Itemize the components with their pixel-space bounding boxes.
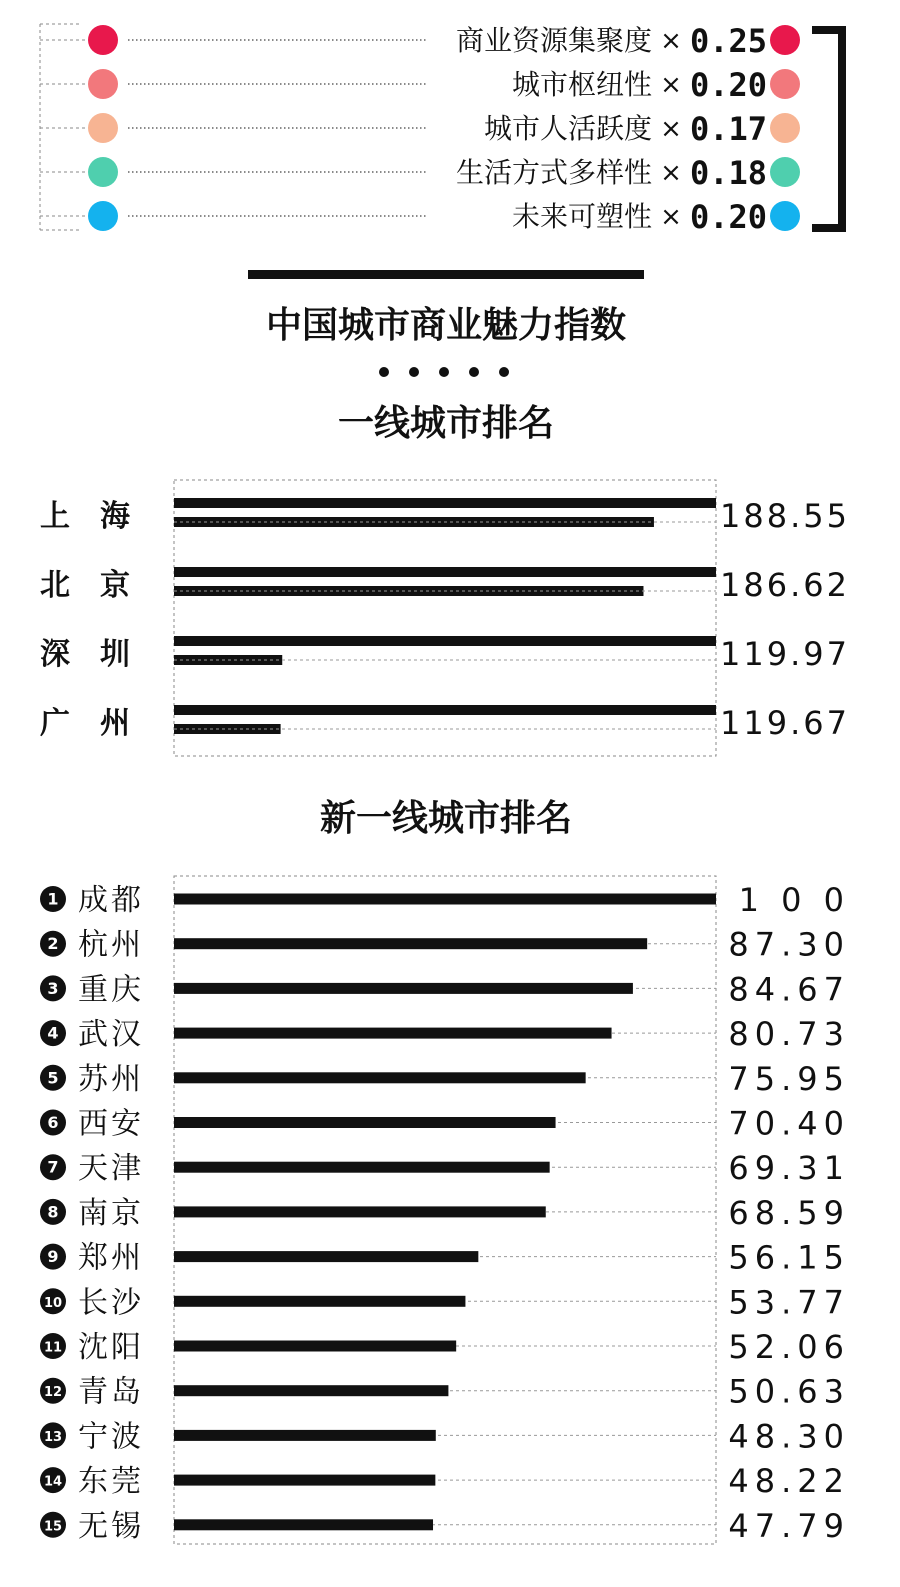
newtier1-city-label: 东莞 (78, 1464, 144, 1500)
newtier1-bar (174, 1519, 433, 1530)
legend-dot (88, 25, 118, 55)
legend-dot-right (770, 157, 800, 187)
legend-label: 未来可塑性 (511, 200, 652, 233)
legend-weight: 0.20 (690, 198, 768, 236)
newtier1-city-label: 郑州 (78, 1240, 144, 1276)
newtier1-value-label: 53.77 (728, 1283, 850, 1322)
rank-number: 14 (43, 1474, 63, 1490)
newtier1-value-label: 75.95 (728, 1059, 850, 1098)
newtier1-value-label: 70.40 (728, 1104, 850, 1143)
newtier1-value-label: 50.63 (728, 1372, 850, 1411)
legend-dot (88, 201, 118, 231)
tier1-bar (174, 498, 716, 508)
legend-label: 城市人活跃度 (483, 112, 652, 145)
legend-dot (88, 157, 118, 187)
newtier1-bar (174, 1028, 612, 1039)
newtier1-bar (174, 1385, 448, 1396)
tier1-bar (174, 705, 716, 715)
rank-number: 4 (47, 1023, 59, 1043)
legend-right-bracket (812, 30, 842, 228)
weight-legend (40, 22, 842, 236)
legend-weight: 0.25 (690, 22, 768, 60)
rank-number: 11 (43, 1340, 63, 1356)
newtier1-city-label: 杭州 (78, 927, 144, 963)
newtier1-value-label: 84.67 (728, 970, 850, 1009)
rank-number: 6 (47, 1113, 59, 1132)
newtier1-bar (174, 983, 633, 994)
newtier1-value-label: 48.30 (728, 1417, 850, 1456)
newtier1-bar (174, 1475, 435, 1486)
legend-dot (88, 69, 118, 99)
newtier1-bar (174, 1072, 586, 1083)
legend-dot (88, 113, 118, 143)
newtier1-bar (174, 938, 647, 949)
legend-label: 城市枢纽性 (511, 68, 652, 101)
rank-number: 3 (47, 978, 59, 998)
legend-weight: 0.18 (690, 154, 768, 192)
newtier1-bar (174, 1251, 478, 1262)
newtier1-city-label: 成都 (78, 883, 144, 918)
newtier1-value-label: 1 0 0 (738, 881, 850, 919)
tier1-value-label: 119.97 (720, 635, 850, 673)
legend-dot-right (770, 25, 800, 55)
tier1-city-label: 上 海 (40, 499, 130, 534)
rank-number: 8 (47, 1202, 59, 1222)
newtier1-bar (174, 1206, 546, 1217)
tier1-value-label: 119.67 (720, 704, 850, 742)
times-sign: × (660, 202, 682, 232)
tier1-bar (174, 636, 716, 646)
tier1-bar-overflow (174, 517, 654, 527)
times-sign: × (660, 26, 682, 56)
legend-left-bracket (40, 24, 80, 230)
rank-number: 7 (47, 1157, 59, 1177)
title-dots (379, 367, 509, 377)
newtier1-city-label: 武汉 (78, 1017, 144, 1053)
rank-number: 10 (43, 1295, 63, 1311)
tier1-value-label: 188.55 (720, 497, 850, 535)
newtier1-city-label: 沈阳 (78, 1330, 144, 1365)
newtier1-city-label: 天津 (78, 1151, 144, 1187)
legend-weight: 0.20 (690, 66, 768, 104)
tier1-bar (174, 567, 716, 577)
newtier1-bar (174, 1117, 556, 1128)
times-sign: × (660, 158, 682, 188)
tier1-title: 一线城市排名 (337, 403, 555, 444)
title-rule (248, 270, 644, 279)
newtier1-city-label: 长沙 (78, 1285, 144, 1321)
newtier1-bar (174, 1430, 436, 1441)
newtier1-value-label: 87.30 (728, 925, 850, 964)
newtier1-city-label: 西安 (78, 1106, 144, 1142)
newtier1-value-label: 56.15 (728, 1238, 850, 1277)
legend-label: 生活方式多样性 (455, 156, 652, 189)
newtier1-value-label: 48.22 (728, 1462, 850, 1501)
rank-number: 2 (47, 934, 59, 954)
times-sign: × (660, 70, 682, 100)
rank-number: 5 (47, 1068, 59, 1088)
newtier1-city-label: 苏州 (78, 1061, 144, 1097)
newtier1-value-label: 69.31 (728, 1149, 850, 1188)
newtier1-bar (174, 894, 716, 905)
newtier1-city-label: 南京 (78, 1195, 144, 1231)
newtier1-city-label: 青岛 (78, 1374, 144, 1410)
times-sign: × (660, 114, 682, 144)
newtier1-chart (40, 881, 850, 1545)
rank-number: 9 (47, 1247, 59, 1267)
newtier1-city-label: 宁波 (78, 1419, 144, 1455)
tier1-value-label: 186.62 (720, 566, 850, 604)
newtier1-bar (174, 1341, 456, 1352)
newtier1-title: 新一线城市排名 (319, 798, 573, 839)
newtier1-city-label: 无锡 (78, 1508, 144, 1544)
legend-dot-right (770, 201, 800, 231)
tier1-city-label: 深 圳 (40, 637, 130, 672)
newtier1-city-label: 重庆 (78, 972, 144, 1008)
newtier1-bar (174, 1162, 550, 1173)
newtier1-bar (174, 1296, 465, 1307)
newtier1-value-label: 68.59 (728, 1193, 850, 1232)
rank-number: 15 (43, 1519, 63, 1535)
rank-number: 1 (47, 889, 59, 909)
tier1-chart (40, 497, 850, 742)
legend-label: 商业资源集聚度 (455, 24, 652, 57)
newtier1-value-label: 52.06 (728, 1328, 850, 1366)
main-title: 中国城市商业魅力指数 (265, 305, 627, 346)
legend-dot-right (770, 69, 800, 99)
tier1-city-label: 北 京 (40, 568, 130, 603)
rank-number: 13 (43, 1429, 63, 1445)
legend-dot-right (770, 113, 800, 143)
newtier1-value-label: 80.73 (728, 1015, 850, 1054)
tier1-city-label: 广 州 (40, 706, 130, 741)
legend-weight: 0.17 (690, 110, 768, 148)
newtier1-value-label: 47.79 (728, 1506, 850, 1545)
rank-number: 12 (43, 1385, 63, 1401)
